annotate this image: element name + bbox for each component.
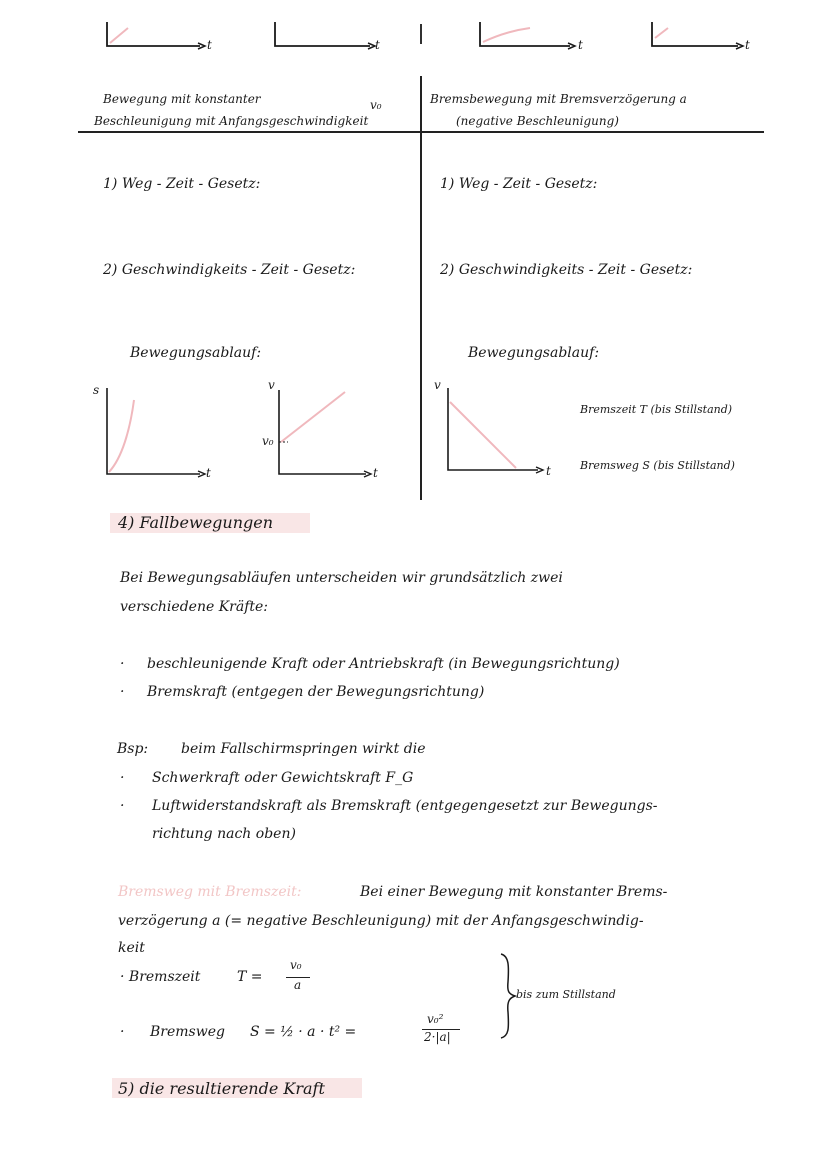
right-item-geschw-zeit: 2) Geschwindigkeits - Zeit - Gesetz:	[440, 262, 693, 278]
bremszeit-formula-left: T =	[237, 969, 263, 985]
bremsweg-line2: verzögerung a (= negative Beschleunigung) mit der Anfangsgeschwindig-	[118, 913, 644, 929]
top-graph-3-t: t	[578, 38, 583, 52]
bremsweg-bullet-dot: ·	[120, 1024, 125, 1040]
bsp-text: beim Fallschirmspringen wirkt die	[181, 741, 426, 757]
header-underline	[78, 131, 764, 133]
bsp-label: Bsp:	[117, 741, 149, 757]
left-graph1-y: s	[93, 383, 100, 397]
column-divider	[420, 76, 422, 500]
left-header-line1: Bewegung mit konstanter	[103, 92, 261, 106]
right-header-line1: Bremsbewegung mit Bremsverzögerung a	[430, 92, 687, 106]
bsp-bullet-dot-2: ·	[120, 798, 125, 814]
left-header-v0: v₀	[370, 98, 382, 112]
bsp-bullet-dot-1: ·	[120, 770, 125, 786]
section4-intro-line1: Bei Bewegungsabläufen unterscheiden wir grundsätzlich zwei	[120, 570, 563, 586]
bremsweg-title: Bremsweg mit Bremszeit:	[118, 884, 302, 900]
bremsweg-line1: Bei einer Bewegung mit konstanter Brems-	[360, 884, 668, 900]
bremsweg-numerator: v₀²	[427, 1012, 444, 1026]
top-graph-2-t: t	[375, 38, 380, 52]
bsp-bullet-2-cont: richtung nach oben)	[152, 826, 296, 842]
bremszeit-numerator: v₀	[290, 958, 302, 972]
left-graph1-x: t	[206, 466, 211, 480]
bremsweg-line3: keit	[118, 940, 145, 956]
section5-heading: 5) die resultierende Kraft	[118, 1079, 325, 1098]
top-graph-4-t: t	[745, 38, 750, 52]
bremsweg-formula: S = ½ · a · t² =	[250, 1024, 357, 1040]
bremsweg-denominator: 2·|a|	[424, 1030, 451, 1044]
section4-intro-line2: verschiedene Kräfte:	[120, 599, 268, 615]
top-graph-1	[0, 0, 828, 60]
bremszeit-label: · Bremszeit	[120, 969, 201, 985]
brace-note: bis zum Stillstand	[516, 988, 616, 1001]
section4-bullet-2: Bremskraft (entgegen der Bewegungsrichtung)	[147, 684, 485, 700]
right-item-weg-zeit: 1) Weg - Zeit - Gesetz:	[440, 176, 598, 192]
left-graph2-y: v	[268, 378, 275, 392]
right-bewegungsablauf: Bewegungsablauf:	[468, 345, 600, 361]
section4-heading: 4) Fallbewegungen	[118, 513, 274, 532]
left-graph2-x: t	[373, 466, 378, 480]
left-bewegungsablauf: Bewegungsablauf:	[130, 345, 262, 361]
bsp-bullet-1: Schwerkraft oder Gewichtskraft F_G	[152, 770, 414, 786]
section4-bullet-dot-1: ·	[120, 656, 125, 672]
left-header-line2: Beschleunigung mit Anfangsgeschwindigkeit	[94, 114, 369, 128]
left-item-weg-zeit: 1) Weg - Zeit - Gesetz:	[103, 176, 261, 192]
left-item-geschw-zeit: 2) Geschwindigkeits - Zeit - Gesetz:	[103, 262, 356, 278]
section4-bullet-1: beschleunigende Kraft oder Antriebskraft (in Bewegungsrichtung)	[147, 656, 620, 672]
bremszeit-denominator: a	[294, 978, 302, 992]
bsp-bullet-2: Luftwiderstandskraft als Bremskraft (entgegengesetzt zur Bewegungs-	[152, 798, 658, 814]
right-header-line2: (negative Beschleunigung)	[456, 114, 619, 128]
right-graph-x: t	[546, 464, 551, 478]
top-graph-1-t: t	[207, 38, 212, 52]
right-bremsweg-note: Bremsweg S (bis Stillstand)	[580, 459, 735, 472]
right-bremszeit-note: Bremszeit T (bis Stillstand)	[580, 403, 733, 416]
right-graph-y: v	[434, 378, 441, 392]
left-graph2-v0: v₀	[262, 434, 274, 448]
bremsweg-label: Bremsweg	[150, 1024, 225, 1040]
section4-bullet-dot-2: ·	[120, 684, 125, 700]
right-graph-v-t	[0, 370, 420, 490]
